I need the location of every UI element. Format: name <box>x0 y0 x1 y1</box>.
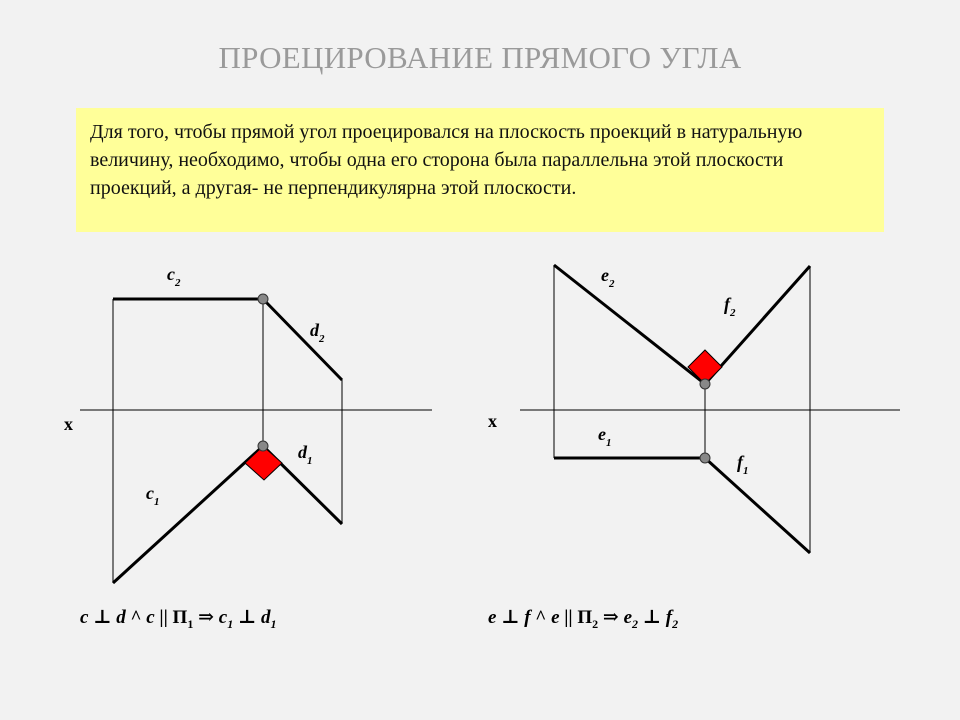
right-f1-line <box>705 458 810 553</box>
right-figure <box>488 265 900 553</box>
label-e1: $e_1$ <box>598 424 612 449</box>
definition-note: Для того, чтобы прямой угол проецировался на плоскость проекций в натуральную величину, необходимо, чтобы одна его сторона была параллельна этой плоскости проекций, а другая- не перпендикулярна этой плоскости. <box>76 108 884 232</box>
left-axis-label: x <box>64 414 73 434</box>
right-vertex-point-2 <box>700 379 710 389</box>
right-vertex-point-1 <box>700 453 710 463</box>
left-figure <box>64 264 432 583</box>
left-vertex-point-1 <box>258 441 268 451</box>
left-d2-line <box>263 299 342 380</box>
label-c2: $c_2$ <box>167 264 181 289</box>
label-c1: $c_1$ <box>146 483 160 508</box>
label-d2: $d_2$ <box>310 320 325 345</box>
label-e2: $e_2$ <box>601 265 615 290</box>
label-f2: $f_2$ <box>724 294 736 319</box>
right-axis-label: x <box>488 411 497 431</box>
right-e2-line <box>554 265 705 384</box>
label-d1: $d_1$ <box>298 442 313 467</box>
left-c1-line <box>113 446 263 583</box>
left-vertex-point-2 <box>258 294 268 304</box>
right-formula: e ⊥ f ^ e || $П_2$ ⇒ $e_2$ ⊥ $f_2$ <box>488 607 679 631</box>
left-formula: c ⊥ d ^ c || $П_1$ ⇒ $c_1$ ⊥ $d_1$ <box>80 607 277 631</box>
label-f1: $f_1$ <box>737 452 749 477</box>
slide-title: ПРОЕЦИРОВАНИЕ ПРЯМОГО УГЛА <box>218 40 742 75</box>
